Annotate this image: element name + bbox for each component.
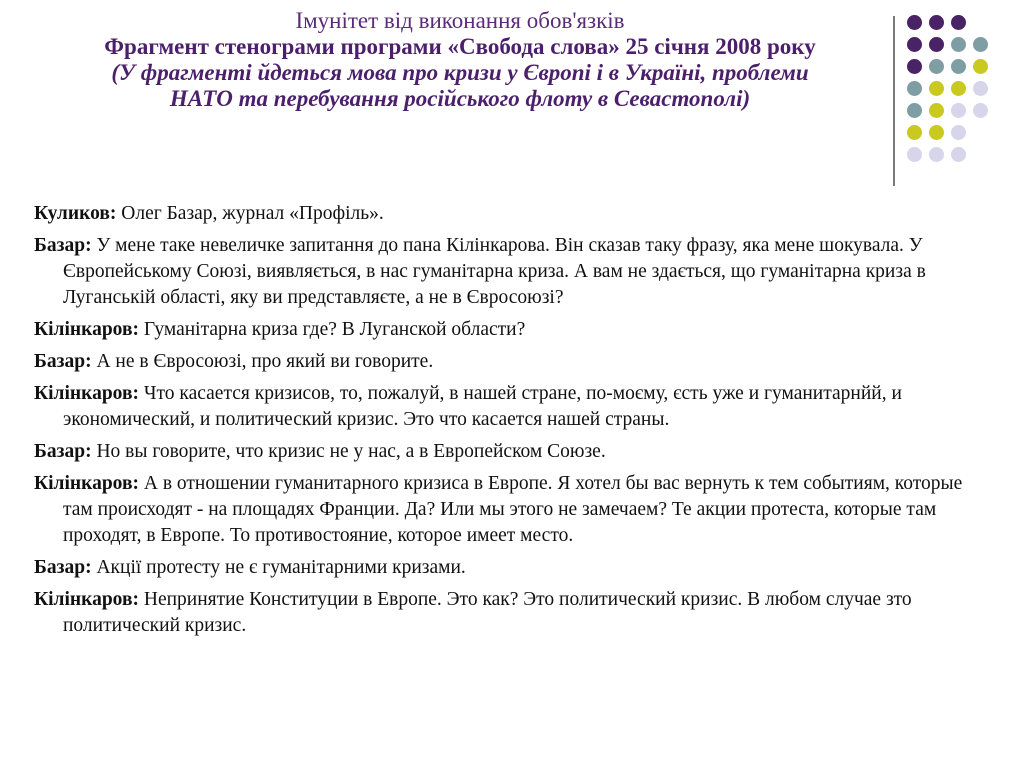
decorative-dot xyxy=(929,59,944,74)
transcript-turn xyxy=(34,439,994,465)
decorative-dot xyxy=(951,15,966,30)
decorative-dot xyxy=(973,37,988,52)
turn-text: Олег Базар, журнал «Профіль». xyxy=(116,203,384,224)
decorative-dot xyxy=(929,37,944,52)
slide-header xyxy=(40,8,880,112)
decorative-dot-grid xyxy=(905,13,1015,168)
decorative-dot xyxy=(929,125,944,140)
transcript-turn xyxy=(34,381,994,433)
decorative-dot xyxy=(951,81,966,96)
turn-text: Но вы говорите, что кризис не у нас, а в Европейском Союзе. xyxy=(91,441,606,462)
decorative-dot xyxy=(973,59,988,74)
decorative-dot xyxy=(951,147,966,162)
turn-text: Непринятие Конституции в Европе. Это как? Это политический кризис. В любом случае зто политический кризис. xyxy=(63,589,912,636)
speaker-name: Кілінкаров: xyxy=(34,589,139,610)
decorative-dot xyxy=(907,15,922,30)
transcript-turn xyxy=(34,233,994,311)
decorative-dot xyxy=(973,81,988,96)
decorative-dot xyxy=(951,59,966,74)
turn-text: Акції протесту не є гуманітарними кризами. xyxy=(91,557,466,578)
decorative-dot xyxy=(907,103,922,118)
slide-note-line-2: НАТО та перебування російського флоту в Севастополі) xyxy=(169,86,751,111)
decorative-dot xyxy=(951,125,966,140)
speaker-name: Кілінкаров: xyxy=(34,319,139,340)
decorative-dot xyxy=(951,37,966,52)
speaker-name: Кілінкаров: xyxy=(34,383,139,404)
turn-text: А не в Євросоюзі, про який ви говорите. xyxy=(91,351,434,372)
speaker-name: Базар: xyxy=(34,235,92,256)
speaker-name: Базар: xyxy=(34,441,92,462)
decorative-dot xyxy=(929,15,944,30)
decorative-dot xyxy=(907,37,922,52)
turn-text: Гуманітарна криза где? В Луганской области? xyxy=(138,319,526,340)
slide-note-line-1: (У фрагменті йдеться мова про кризи у Європі і в Україні, проблеми xyxy=(111,60,809,85)
turn-text: А в отношении гуманитарного кризиса в Европе. Я хотел бы вас вернуть к тем событиям, которые там происходят - на площадях Франции. Да? Или мы этого не замечаем? Те акции протеста, которые там проходят, в Европе. То противостояние, которое имеет место. xyxy=(63,473,963,546)
decorative-dot xyxy=(929,147,944,162)
decorative-dot xyxy=(907,125,922,140)
decorative-dot xyxy=(907,81,922,96)
slide-title: Імунітет від виконання обов'язків xyxy=(295,8,625,33)
turn-text: У мене таке невеличке запитання до пана Кілінкарова. Він сказав таку фразу, яка мене шокувала. У Європейському Союзі, виявляється, в нас гуманітарна криза. А вам не здається, що гуманітарна криза в Луганській області, яку ви представляєте, а не в Євросоюзі? xyxy=(63,235,926,308)
decorative-dot xyxy=(907,59,922,74)
decorative-dot xyxy=(951,103,966,118)
decorative-dot xyxy=(929,103,944,118)
transcript-turn xyxy=(34,317,994,343)
speaker-name: Базар: xyxy=(34,351,92,372)
transcript-turn xyxy=(34,201,994,227)
transcript-turn xyxy=(34,471,994,549)
transcript xyxy=(34,201,994,645)
transcript-turn xyxy=(34,587,994,639)
speaker-name: Базар: xyxy=(34,557,92,578)
transcript-turn xyxy=(34,349,994,375)
speaker-name: Кілінкаров: xyxy=(34,473,139,494)
turn-text: Что касается кризисов, то, пожалуй, в нашей стране, по-моєму, єсть уже и гуманитарнйй, и экономический, и политический кризис. Это что касается нашей страны. xyxy=(63,383,902,430)
decorative-dot xyxy=(973,103,988,118)
slide-subtitle: Фрагмент стенограми програми «Свобода слова» 25 січня 2008 року xyxy=(104,34,816,59)
decorative-dot xyxy=(907,147,922,162)
transcript-turn xyxy=(34,555,994,581)
decorative-dot xyxy=(929,81,944,96)
decorative-vertical-line xyxy=(893,16,895,186)
speaker-name: Куликов: xyxy=(34,203,117,224)
